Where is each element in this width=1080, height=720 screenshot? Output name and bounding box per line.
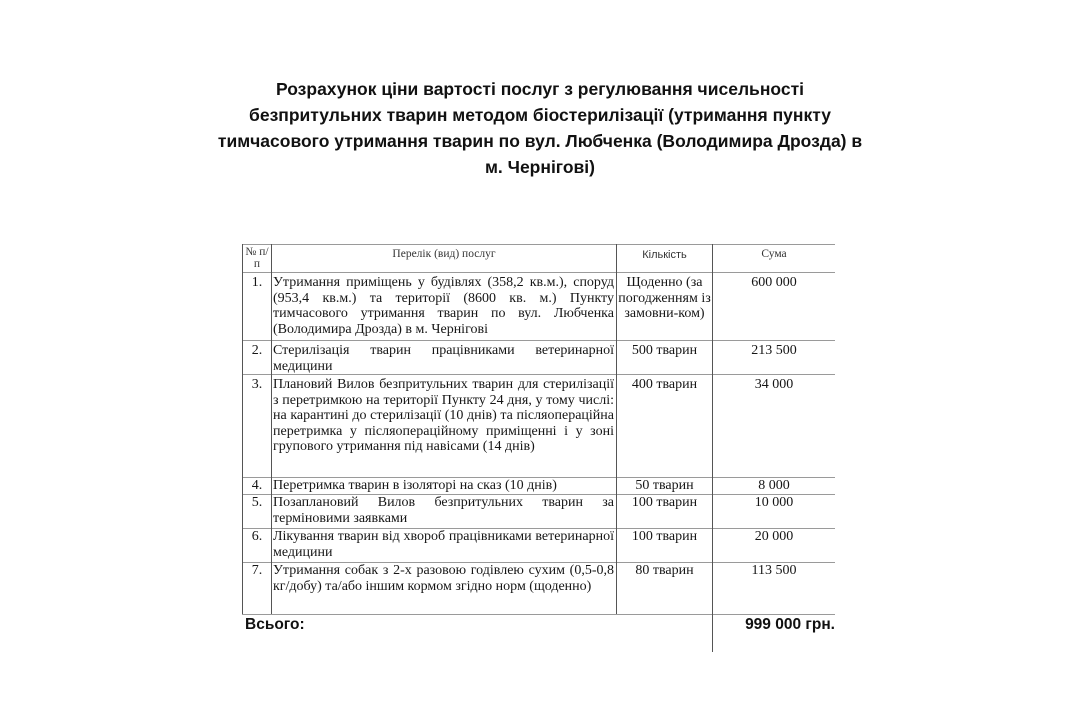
total-value: 999 000 грн.	[745, 616, 835, 633]
col-divider-3	[712, 244, 713, 652]
row-4-num: 4.	[251, 478, 263, 493]
col-border-left	[242, 244, 243, 614]
page-title	[200, 76, 880, 180]
row-1-quantity: Щоденно (за погодженням із замовни-ком)	[618, 275, 711, 321]
row-1-num: 1.	[251, 275, 263, 290]
row-7-quantity: 80 тварин	[635, 563, 694, 578]
col-divider-2	[616, 244, 617, 614]
row-5-service: Позаплановий Вилов безпритульних тварин за терміновими заявками	[273, 495, 614, 526]
table-border-bottom	[242, 614, 835, 615]
row-1-service: Утримання приміщень у будівлях (358,2 кв.м.), споруд (953,4 кв.м.) та території (8600 кв. м.) Пункту тимчасового утримання тварин по вул. Любченка (Володимира Дрозда) в м. Чернігові	[273, 275, 614, 337]
header-sum: Сума	[761, 248, 787, 260]
row-6-num: 6.	[251, 529, 263, 544]
row-3-quantity: 400 тварин	[631, 377, 698, 392]
row-7-num: 7.	[251, 563, 263, 578]
header-quantity: Кількість	[642, 249, 687, 261]
row-7-service: Утримання собак з 2-х разовою годівлею сухим (0,5-0,8 кг/добу) та/або іншим кормом згідно норм (щоденно)	[273, 563, 614, 594]
title-line-2: безпритульних тварин методом біостерилізації (утримання пункту	[249, 105, 831, 125]
row-6-quantity: 100 тварин	[631, 529, 698, 544]
row-3-service: Плановий Вилов безпритульних тварин для стерилізації з перетримкою на території Пункту 24 дня, у тому числі: на карантині до стерилізації (10 днів) та післяопераційна перетримка у післяопераційному приміщенні і у зоні групового утримання під навісами (14 днів)	[273, 377, 614, 454]
header-divider	[242, 272, 835, 273]
row-4-service: Перетримка тварин в ізоляторі на сказ (10 днів)	[273, 478, 557, 493]
row-divider-1	[242, 340, 835, 341]
row-4-sum: 8 000	[758, 478, 790, 493]
table-border-top	[242, 244, 835, 245]
col-divider-1	[271, 244, 272, 614]
title-line-4: м. Чернігові)	[484, 157, 596, 177]
title-line-3: тимчасового утримання тварин по вул. Любченка (Володимира Дрозда) в	[217, 131, 863, 151]
services-table	[242, 244, 835, 652]
row-2-num: 2.	[251, 343, 263, 358]
row-4-quantity: 50 тварин	[635, 478, 694, 493]
row-3-sum: 34 000	[754, 377, 794, 392]
row-3-num: 3.	[251, 377, 263, 392]
title-line-1: Розрахунок ціни вартості послуг з регулювання чисельності	[275, 79, 805, 99]
row-7-sum: 113 500	[751, 563, 797, 578]
header-service: Перелік (вид) послуг	[392, 248, 496, 260]
total-label: Всього:	[245, 616, 305, 633]
row-2-sum: 213 500	[751, 343, 797, 358]
header-num: № п/п	[245, 246, 269, 270]
row-divider-2	[242, 374, 835, 375]
row-2-service: Стерилізація тварин працівниками ветеринарної медицини	[273, 343, 614, 374]
row-5-quantity: 100 тварин	[631, 495, 698, 510]
row-2-quantity: 500 тварин	[631, 343, 698, 358]
row-6-sum: 20 000	[754, 529, 794, 544]
row-5-sum: 10 000	[754, 495, 794, 510]
row-5-num: 5.	[251, 495, 263, 510]
row-6-service: Лікування тварин від хвороб працівниками ветеринарної медицини	[273, 529, 614, 560]
row-1-sum: 600 000	[751, 275, 797, 290]
